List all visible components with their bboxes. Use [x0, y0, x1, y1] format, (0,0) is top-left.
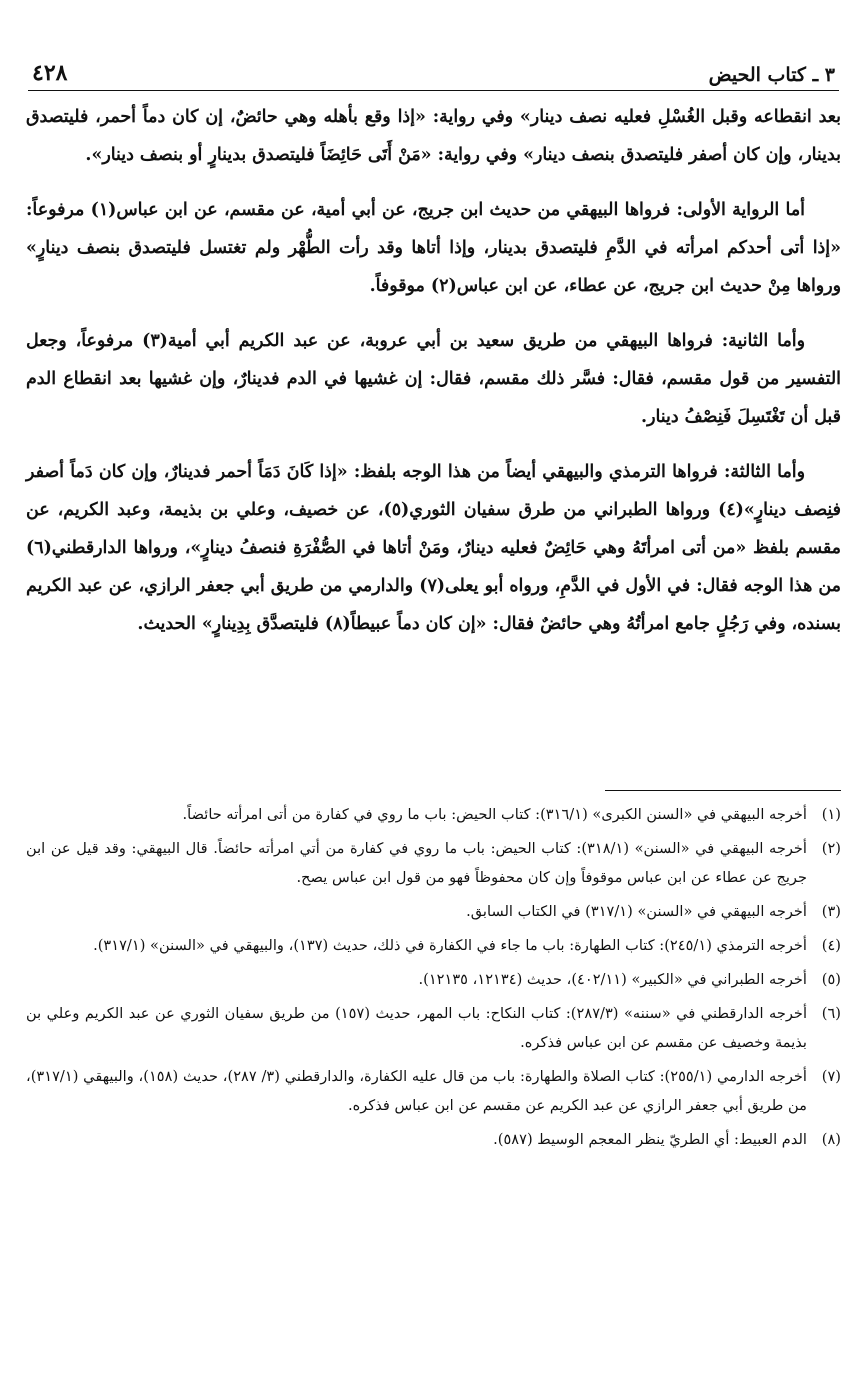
footnote-text: أخرجه الدارقطني في «سننه» (٢٨٧/٣): كتاب النكاح: باب المهر، حديث (١٥٧) من طريق سفيان الثوري عن عبد الكريم وعلي بن بذيمة وخصيف عن مقسم عن ابن عباس فذكره. [26, 1005, 808, 1051]
footnote-text: أخرجه البيهقي في «السنن الكبرى» (٣١٦/١): كتاب الحيض: باب ما روي في كفارة من أتى امرأته حائضاً. [182, 806, 807, 823]
footnote-number: (٨) [821, 1131, 841, 1148]
chapter-title: ٣ ـ كتاب الحيض [708, 64, 835, 86]
page-header [28, 56, 839, 91]
footnote-number: (٦) [821, 1005, 841, 1022]
footnote-number: (٤) [821, 937, 841, 954]
footnote-number: (٧) [821, 1068, 841, 1085]
footnote [26, 931, 841, 960]
footnote-separator [605, 790, 841, 791]
footnote-number: (٢) [821, 840, 841, 857]
main-text [26, 98, 841, 660]
paragraph: وأما الثانية: فرواها البيهقي من طريق سعيد بن أبي عروبة، عن عبد الكريم أبي أمية(٣) مرفوعاً، وجعل التفسير من قول مقسم، فقال: فسَّر ذلك مقسم، فقال: إن غشيها في الدم فدينارٌ، وإن غشيها بعد انقطاع الدم قبل أن تَغْتَسِلَ فَنِصْفُ دينار. [26, 331, 841, 427]
paragraph: بعد انقطاعه وقبل الغُسْلِ فعليه نصف دينار» وفي رواية: «إذا وقع بأهله وهي حائضٌ، إن كان دماً أحمر، فليتصدق بدينار، وإن كان أصفر فليتصدق بنصف دينار» وفي رواية: «مَنْ أَتَى حَائِضَاً فليتصدق بدينارٍ أو بنصف دينار». [26, 107, 841, 165]
paragraph: أما الرواية الأولى: فرواها البيهقي من حديث ابن جريج، عن أبي أمية، عن مقسم، عن ابن عباس(١) مرفوعاً: «إذا أتى أحدكم امرأته في الدَّمِ فليتصدق بدينار، وإذا أتاها وقد رأت الطُّهْر ولم تغتسل فليتصدق بنصف دينارٍ» ورواها مِنْ حديث ابن جريج، عن عطاء، عن ابن عباس(٢) موقوفاً. [26, 200, 841, 296]
footnote-text: أخرجه الدارمي (٢٥٥/١): كتاب الصلاة والطهارة: باب من قال عليه الكفارة، والدارقطني (٣/ ٢٨٧)، حديث (١٥٨)، والبيهقي (٣١٧/١)، من طريق أبي جعفر الرازي عن عبد الكريم عن مقسم عن ابن عباس فذكره. [26, 1068, 807, 1114]
footnote [26, 965, 841, 994]
footnote-number: (٣) [821, 903, 841, 920]
footnote [26, 999, 841, 1057]
footnotes [26, 800, 841, 1159]
footnote [26, 897, 841, 926]
paragraph: وأما الثالثة: فرواها الترمذي والبيهقي أيضاً من هذا الوجه بلفظ: «إذا كَانَ دَمَاً أحمر فدينارٌ، وإن كان دَماً أصفر فنِصف دينارٍ»(٤) ورواها الطبراني من طرق سفيان الثوري(٥)، عن خصيف، وعلي بن بذيمة، وعبد الكريم، عن مقسم بلفظ «من أتى امرأتَهُ وهي حَائِضٌ فعليه دينارٌ، ومَنْ أتاها في الصُّفْرَةِ فنصفُ دينارٍ»، ورواها الدارقطني(٦) من هذا الوجه فقال: في الأول في الدَّمِ، ورواه أبو يعلى(٧) والدارمي من طريق أبي جعفر الرازي، عن عبد الكريم بسنده، وفي رَجُلٍ جامع امرأتُهُ وهي حائضٌ فقال: «إن كان دماً عبيطاً(٨) فليتصدَّق بِدِينارٍ» الحديث. [26, 462, 841, 634]
footnote [26, 1125, 841, 1154]
footnote-text: أخرجه البيهقي في «السنن» (٣١٧/١) في الكتاب السابق. [466, 903, 807, 920]
footnote [26, 800, 841, 829]
footnote [26, 1062, 841, 1120]
page-number: ٤٢٨ [32, 60, 68, 86]
footnote-number: (٥) [821, 971, 841, 988]
footnote-text: أخرجه البيهقي في «السنن» (٣١٨/١): كتاب الحيض: باب ما روي في كفارة من أتي امرأته حائضاً. قال البيهقي: وقد قيل عن ابن جريج عن عطاء عن ابن عباس موقوفاً وإن كان محفوظاً فهو من قول ابن عباس يصح. [26, 840, 807, 886]
footnote-text: أخرجه الطبراني في «الكبير» (٤٠٢/١١)، حديث (١٢١٣٤، ١٢١٣٥). [418, 971, 807, 988]
footnote-text: أخرجه الترمذي (٢٤٥/١): كتاب الطهارة: باب ما جاء في الكفارة في ذلك، حديث (١٣٧)، والبيهقي في «السنن» (٣١٧/١). [93, 937, 807, 954]
footnote-number: (١) [821, 806, 841, 823]
footnote [26, 834, 841, 892]
footnote-text: الدم العبيط: أي الطريّ ينظر المعجم الوسيط (٥٨٧). [493, 1131, 807, 1148]
